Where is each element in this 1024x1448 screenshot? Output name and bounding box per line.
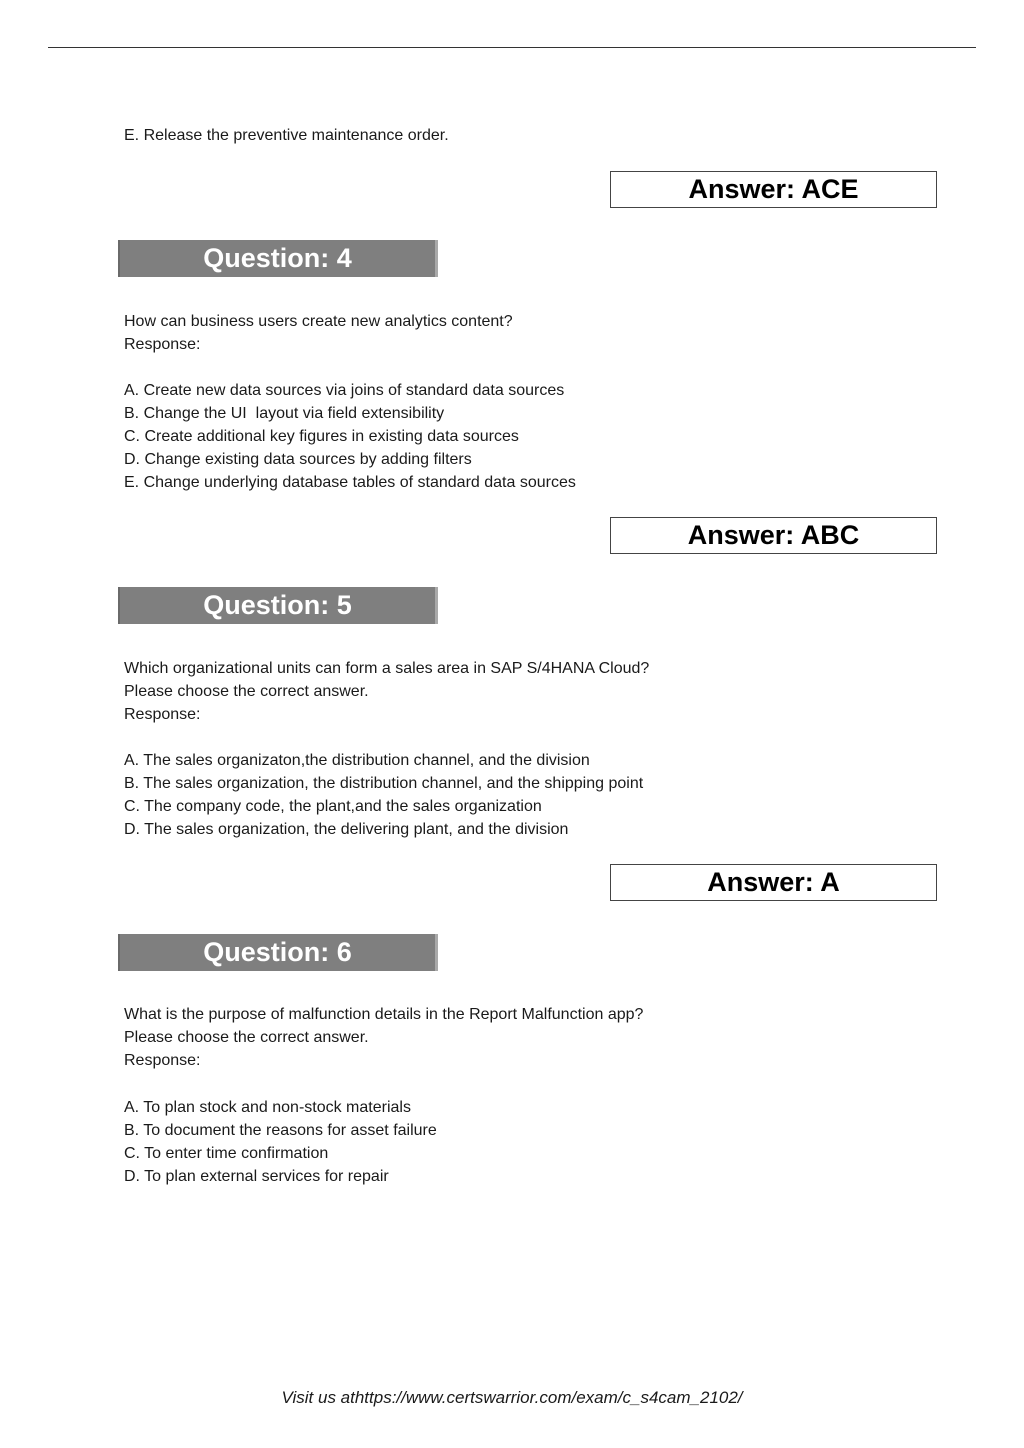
q3-answer-box: Answer: ACE <box>610 171 937 208</box>
q4-option-a: A. Create new data sources via joins of standard data sources <box>124 382 565 399</box>
q6-option-d: D. To plan external services for repair <box>124 1168 389 1185</box>
q5-option-c: C. The company code, the plant,and the sales organization <box>124 798 542 815</box>
q6-option-b: B. To document the reasons for asset failure <box>124 1122 437 1139</box>
q3-option-e: E. Release the preventive maintenance order. <box>124 127 449 144</box>
q4-option-d: D. Change existing data sources by adding filters <box>124 451 472 468</box>
q4-answer-box: Answer: ABC <box>610 517 937 554</box>
q4-prompt: How can business users create new analytics content? <box>124 313 513 330</box>
q6-option-a: A. To plan stock and non-stock materials <box>124 1099 411 1116</box>
q6-prompt: What is the purpose of malfunction details in the Report Malfunction app? <box>124 1006 644 1023</box>
header-rule <box>48 47 976 48</box>
q5-option-a: A. The sales organizaton,the distribution channel, and the division <box>124 752 590 769</box>
q4-banner: Question: 4 <box>118 240 438 277</box>
footer-link-text[interactable]: Visit us athttps://www.certswarrior.com/exam/c_s4cam_2102/ <box>281 1388 743 1407</box>
q6-banner: Question: 6 <box>118 934 438 971</box>
q5-option-d: D. The sales organization, the delivering plant, and the division <box>124 821 569 838</box>
q4-option-e: E. Change underlying database tables of standard data sources <box>124 474 576 491</box>
q5-prompt: Which organizational units can form a sales area in SAP S/4HANA Cloud? <box>124 660 650 677</box>
q5-instruction: Please choose the correct answer. <box>124 683 369 700</box>
q5-answer-box: Answer: A <box>610 864 937 901</box>
q6-response-label: Response: <box>124 1052 201 1069</box>
q4-response-label: Response: <box>124 336 201 353</box>
q5-response-label: Response: <box>124 706 201 723</box>
q5-option-b: B. The sales organization, the distribution channel, and the shipping point <box>124 775 644 792</box>
q5-banner: Question: 5 <box>118 587 438 624</box>
q6-instruction: Please choose the correct answer. <box>124 1029 369 1046</box>
q6-option-c: C. To enter time confirmation <box>124 1145 329 1162</box>
q4-option-b: B. Change the UI layout via field extensibility <box>124 405 445 422</box>
q4-option-c: C. Create additional key figures in existing data sources <box>124 428 519 445</box>
